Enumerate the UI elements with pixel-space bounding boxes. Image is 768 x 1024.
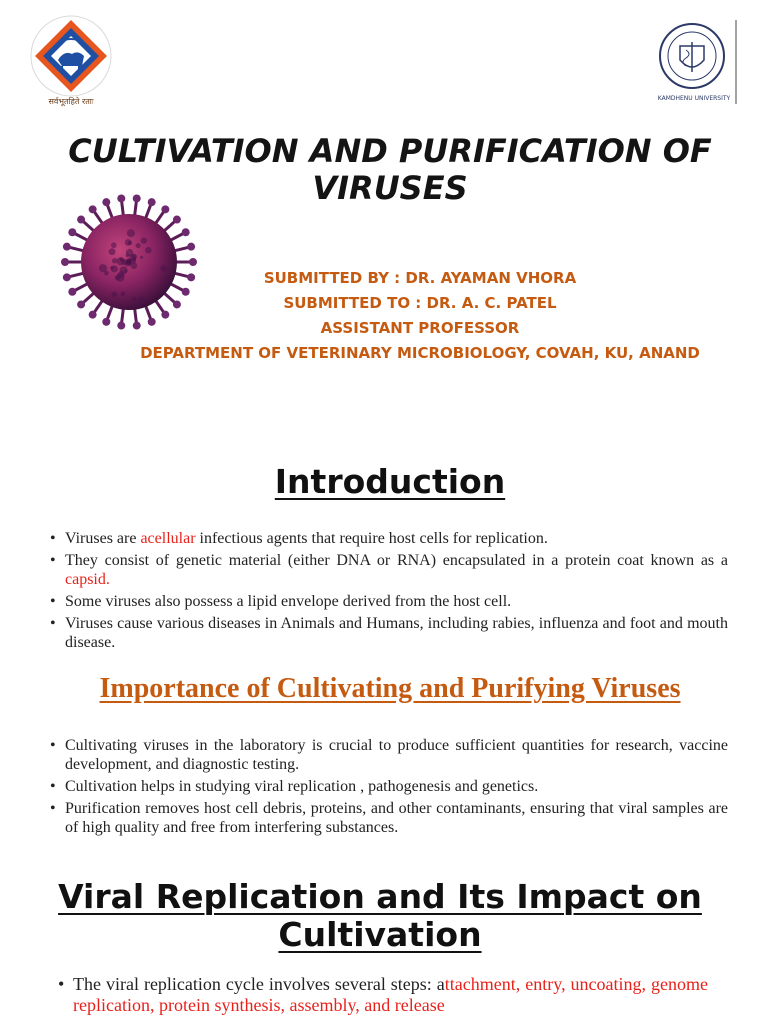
submission-info: [100, 266, 740, 366]
list-item: • Viruses are acellular infectious agents that require host cells for replication.: [48, 529, 728, 548]
list-item: • Purification removes host cell debris, proteins, and other contaminants, ensuring that viral samples are of high quality and free from interfering substances.: [48, 799, 728, 837]
page-title: CULTIVATION AND PURIFICATION OF VIRUSES: [68, 132, 712, 207]
introduction-list: [48, 529, 728, 655]
importance-heading: Importance of Cultivating and Purifying Viruses: [99, 673, 681, 704]
kamdhenu-university-logo: [22, 12, 120, 108]
list-item: • Cultivating viruses in the laboratory is crucial to produce sufficient quantities for research, vaccine development, and diagnostic testing.: [48, 736, 728, 774]
viral-replication-heading: Viral Replication and Its Impact on Cultivation: [58, 877, 702, 954]
logo-motto: सर्वभूतहिते रताः: [48, 97, 94, 106]
list-item: • Viruses cause various diseases in Animals and Humans, including rabies, influenza and foot and mouth disease.: [48, 614, 728, 652]
professor-title: ASSISTANT PROFESSOR: [320, 319, 520, 337]
list-item: • They consist of genetic material (either DNA or RNA) encapsulated in a protein coat known as a capsid.: [48, 551, 728, 589]
introduction-heading: Introduction: [274, 462, 506, 501]
submitted-to: SUBMITTED TO : DR. A. C. PATEL: [283, 294, 557, 312]
list-item: • The viral replication cycle involves several steps: attachment, entry, uncoating, genome replication, protein synthesis, assembly, and release: [56, 974, 708, 1016]
logo-footer: KAMDHENU UNIVERSITY: [657, 95, 731, 102]
list-item: • Some viruses also possess a lipid envelope derived from the host cell.: [48, 592, 728, 611]
submitted-by: SUBMITTED BY : DR. AYAMAN VHORA: [263, 269, 577, 287]
list-item: • Cultivation helps in studying viral replication , pathogenesis and genetics.: [48, 777, 728, 796]
importance-list: [48, 736, 728, 840]
replication-list: [56, 974, 708, 1019]
college-of-veterinary-science-logo: [652, 20, 738, 104]
department: DEPARTMENT OF VETERINARY MICROBIOLOGY, COVAH, KU, ANAND: [140, 344, 700, 362]
